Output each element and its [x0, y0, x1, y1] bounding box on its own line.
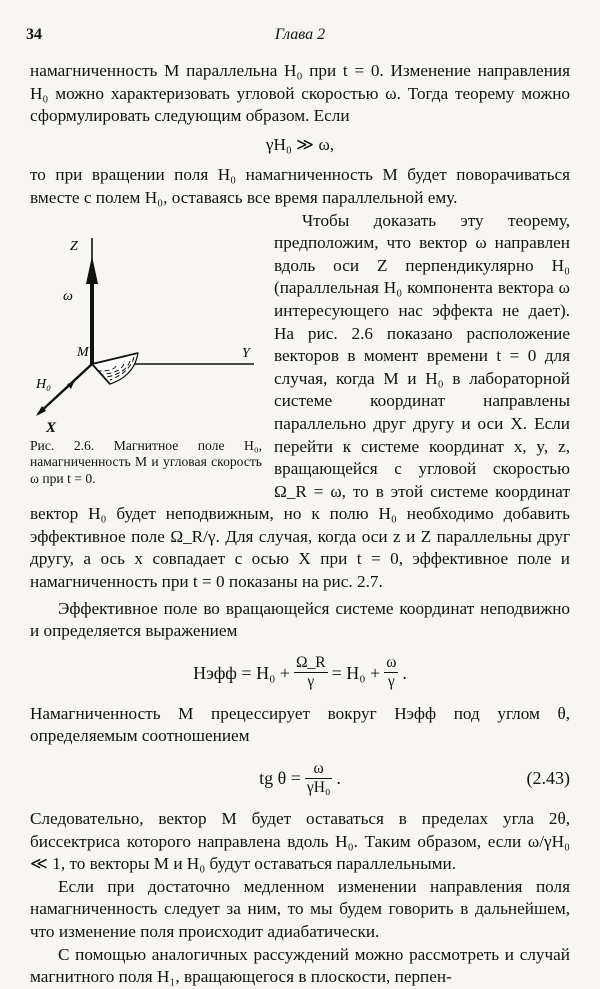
paragraph-2: то при вращении поля H₀ намагниченность M будет поворачиваться вместе с полем H₀, оставаясь все время параллельной ему.	[30, 165, 570, 207]
eq3-fraction	[305, 760, 332, 797]
eq3-denominator: γH₀	[306, 778, 331, 796]
eq2-lhs: Hэфф = H₀ +	[193, 662, 291, 683]
page-number: 34	[26, 26, 42, 43]
label-m: M	[77, 344, 89, 360]
eq2-mid: = H₀ +	[331, 662, 381, 683]
eq2-fraction-2	[384, 654, 398, 691]
label-omega: ω	[63, 288, 73, 304]
label-y: Y	[242, 345, 250, 361]
equation-number: (2.43)	[526, 767, 570, 788]
equation-1: γH₀ ≫ ω,	[265, 134, 335, 154]
paragraph-8: С помощью аналогичных рассуждений можно рассмотреть и случай магнитного поля H₁, вращающегося в плоскости, перпен-	[30, 944, 570, 987]
paragraph-6: Следовательно, вектор M будет оставаться в пределах угла 2θ, биссектриса которого направлена вдоль H₀. Таким образом, если ω/γH₀ ≪ 1, то векторы M и H₀ будут оставаться параллельными.	[30, 809, 570, 874]
eq3-end: .	[336, 767, 341, 788]
eq2-frac1-denominator: γ	[307, 673, 315, 691]
eq2-frac2-numerator: ω	[386, 654, 397, 672]
paragraph-5: Намагниченность M прецессирует вокруг Hэфф под углом θ, определяемым соотношением	[30, 703, 570, 746]
text-body	[30, 60, 570, 989]
eq3-lhs: tg θ =	[259, 767, 301, 788]
paragraph-1: намагниченность M параллельна H₀ при t = 0. Изменение направления H₀ можно характеризовать угловой скоростью ω. Тогда теорему можно сформулировать следующим образом. Если	[30, 61, 570, 126]
eq2-frac1-numerator: Ω_R	[296, 654, 326, 672]
label-z: Z	[70, 238, 78, 254]
paragraph-3: Чтобы доказать эту теорему, предположим, что вектор ω направлен вдоль оси Z перпендикулярно H₀ (параллельная H₀ компонента вектора ω интересующего нас эффекта не дает). На рис. 2.6 показано расположение векторов в момент времени t = 0 для случая, когда M и H₀ в лабораторной системе координат направлены параллельно друг другу и оси X. Если перейти к системе координат x, y, z, вращающейся с угловой скоростью Ω_R = ω, то в этой системе координат вектор H₀ будет неподвижным, но к полю H₀ необходимо добавить эффективное поле Ω_R/γ. Для случая, когда оси z и Z параллельны друг другу, а ось x совпадает с осью X при t = 0, эффективное поле и намагниченность при t = 0 показаны на рис. 2.7.	[30, 210, 570, 592]
eq2-end: .	[402, 662, 407, 683]
eq2-frac2-denominator: γ	[387, 673, 395, 691]
equation-2-43	[30, 748, 570, 808]
eq2-fraction-1	[294, 654, 328, 691]
label-h0: H₀	[36, 376, 51, 392]
paragraph-4: Эффективное поле во вращающейся системе координат неподвижно и определяется выражением	[30, 598, 570, 641]
paragraph-7: Если при достаточно медленном изменении направления поля намагниченность следует за ним, то мы будем говорить в дальнейшем, что изменение поля происходит адиабатически.	[30, 876, 570, 941]
figure-caption: Рис. 2.6. Магнитное поле H₀, намагниченность M и угловая скорость ω при t = 0.	[30, 437, 262, 486]
chapter-title: Глава 2	[274, 26, 326, 43]
label-x: X	[46, 419, 57, 436]
figure-diagram	[30, 216, 262, 436]
page-header	[26, 26, 574, 46]
eq3-numerator: ω	[305, 760, 332, 779]
figure-2-6	[30, 216, 262, 488]
equation-2	[30, 643, 570, 703]
